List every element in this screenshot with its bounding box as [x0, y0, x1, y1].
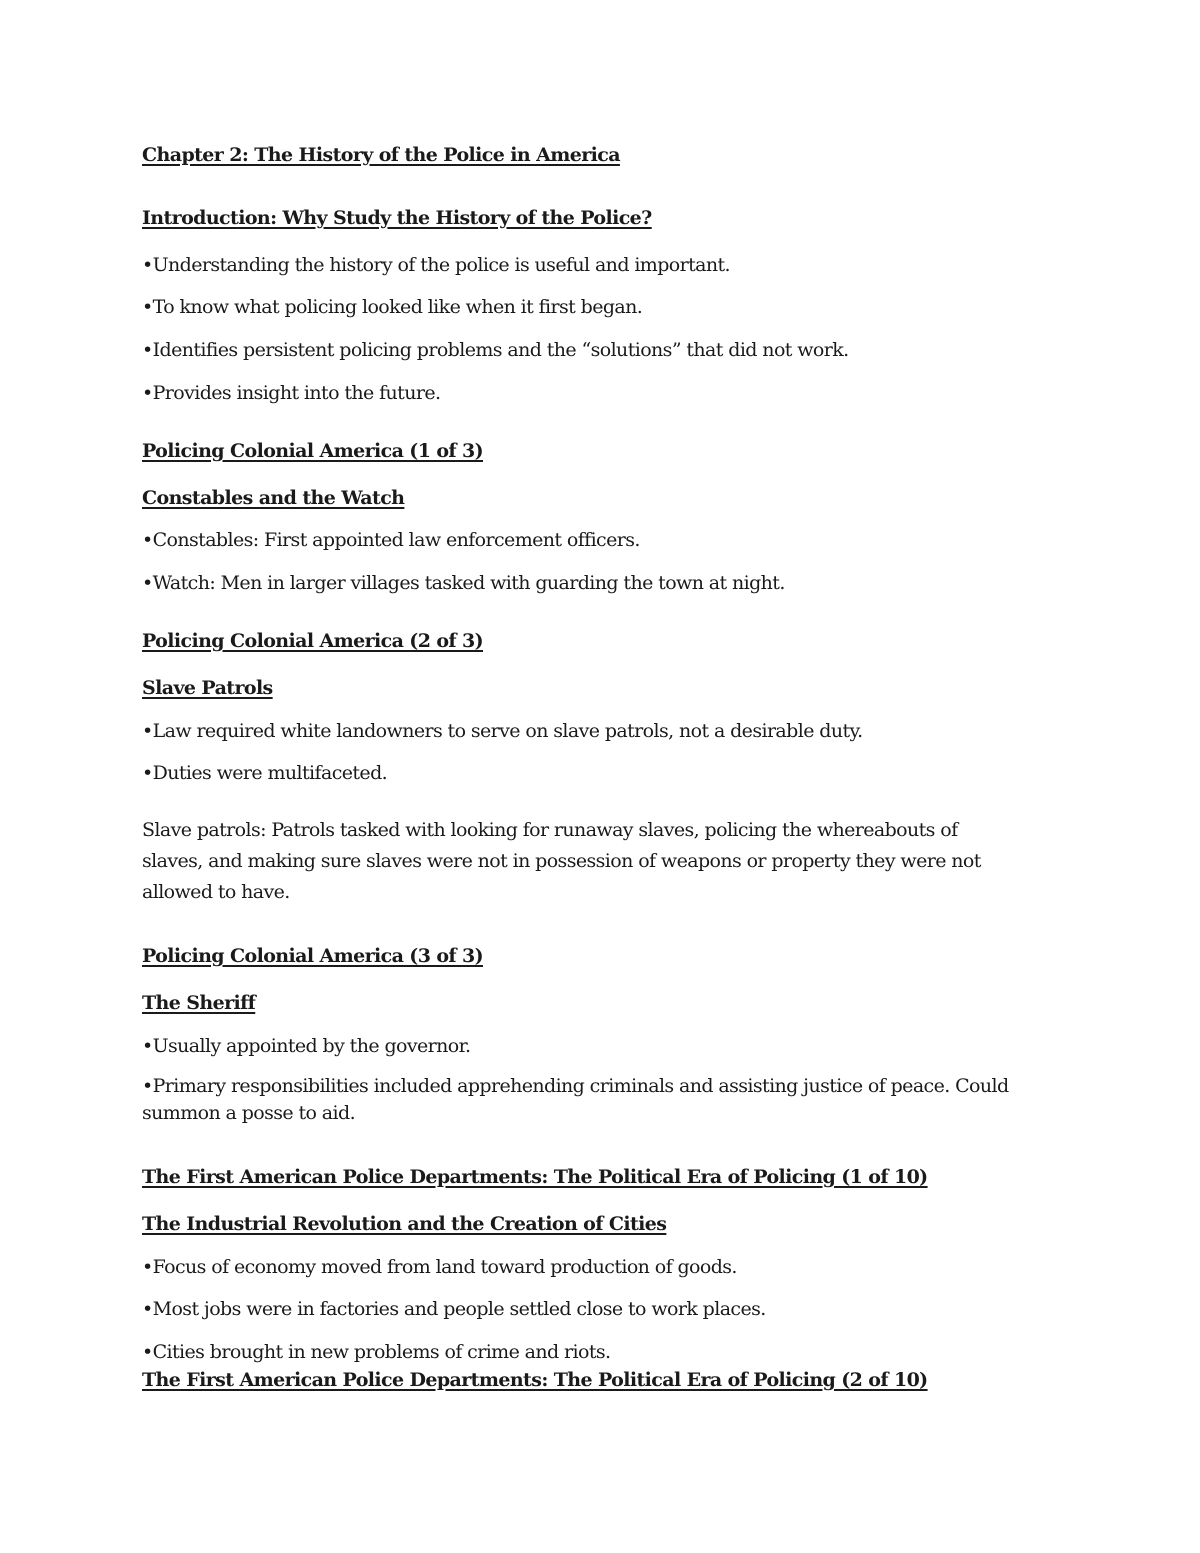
subheading-sheriff: The Sheriff: [142, 992, 256, 1014]
section-heading-colonial-2: Policing Colonial America (2 of 3): [142, 630, 483, 652]
section-heading-colonial-1: Policing Colonial America (1 of 3): [142, 440, 483, 462]
bullet-item: •To know what policing looked like when it first began.: [142, 296, 643, 318]
bullet-item: •Constables: First appointed law enforcement officers.: [142, 529, 640, 551]
subheading-constables: Constables and the Watch: [142, 487, 405, 509]
bullet-item: •Duties were multifaceted.: [142, 762, 388, 784]
definition-paragraph: Slave patrols: Patrols tasked with looking for runaway slaves, policing the whereabouts of slaves, and making sure slaves were not in possession of weapons or property they were not allowed to have.: [142, 819, 981, 903]
bullet-item: •Watch: Men in larger villages tasked with guarding the town at night.: [142, 572, 785, 594]
section-heading-political-2: The First American Police Departments: The Political Era of Policing (2 of 10): [142, 1369, 928, 1391]
bullet-item: •Primary responsibilities included apprehending criminals and assisting justice of peace. Could summon a posse to aid.: [142, 1075, 1009, 1124]
document-title: Chapter 2: The History of the Police in America: [142, 144, 620, 166]
subheading-slave-patrols: Slave Patrols: [142, 677, 273, 699]
section-heading-political-1: The First American Police Departments: The Political Era of Policing (1 of 10): [142, 1166, 928, 1188]
bullet-item: •Cities brought in new problems of crime and riots.: [142, 1341, 611, 1363]
subheading-industrial-revolution: The Industrial Revolution and the Creation of Cities: [142, 1213, 667, 1235]
bullet-item: •Understanding the history of the police is useful and important.: [142, 254, 730, 276]
bullet-item: •Usually appointed by the governor.: [142, 1035, 471, 1057]
section-heading-colonial-3: Policing Colonial America (3 of 3): [142, 945, 483, 967]
bullet-item: •Provides insight into the future.: [142, 382, 441, 404]
section-heading-intro: Introduction: Why Study the History of the Police?: [142, 207, 652, 229]
bullet-item: •Identifies persistent policing problems and the “solutions” that did not work.: [142, 339, 849, 361]
bullet-item: •Law required white landowners to serve on slave patrols, not a desirable duty.: [142, 720, 863, 742]
bullet-item: •Most jobs were in factories and people settled close to work places.: [142, 1298, 766, 1320]
bullet-item: •Focus of economy moved from land toward production of goods.: [142, 1256, 737, 1278]
